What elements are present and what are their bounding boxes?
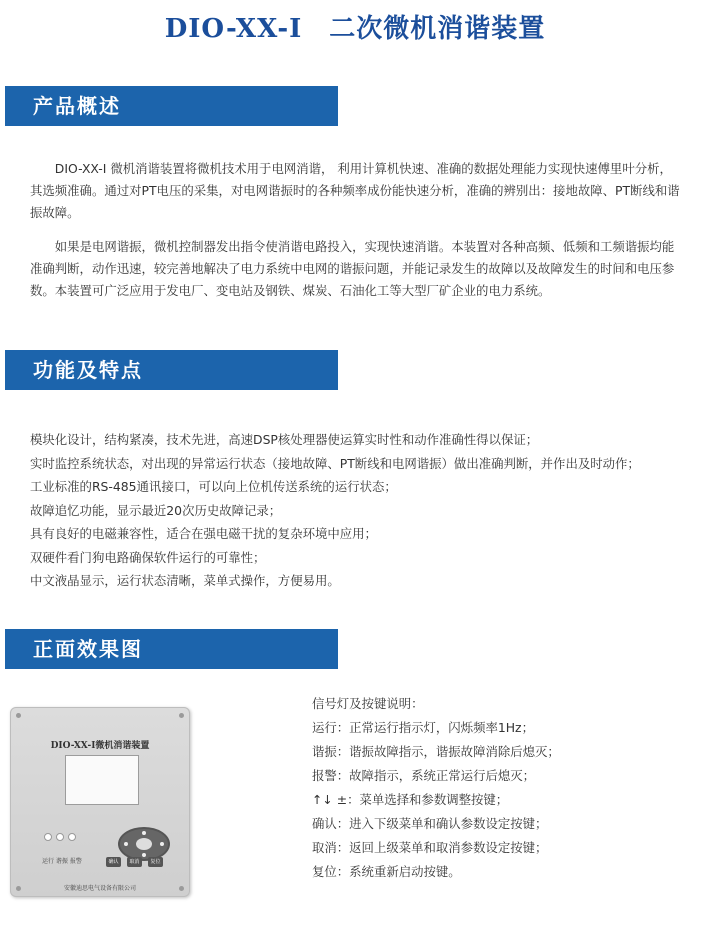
screw-icon xyxy=(16,713,21,718)
device-title: DIO-XX-I微机消谐装置 xyxy=(50,741,150,751)
legend-item: 谐振：谐振故障指示，谐振故障消除后熄灭； xyxy=(312,744,560,759)
page-title: DIO-XX-I 二次微机消谐装置 xyxy=(164,14,546,44)
overview-paragraph-2: 如果是电网谐振，微机控制器发出指令使消谐电路投入，实现快速消谐。本装置对各种高频、低频和工频谐振均能准确判断，动作迅速，较完善地解决了电力系统中电网的谐振问题，并能记录发生的故障以及故障发生的时间和电压参数。本装置可广泛应用于发电厂、变电站及钢铁、煤炭、石油化工等大型厂矿企业的电力系统。 xyxy=(30,239,675,298)
legend-item: 报警：故障指示，系统正常运行后熄灭； xyxy=(312,768,536,783)
right-key-icon xyxy=(160,842,164,846)
lcd-screen xyxy=(65,755,139,805)
device-front-panel-illustration xyxy=(10,707,190,897)
feature-item: 故障追忆功能，显示最近20次历史故障记录； xyxy=(30,502,282,518)
up-key-icon xyxy=(142,831,146,835)
alarm-led-icon xyxy=(68,833,76,841)
key-legend-list xyxy=(312,692,560,884)
legend-heading: 信号灯及按键说明： xyxy=(312,696,424,711)
feature-item: 实时监控系统状态，对出现的异常运行状态（接地故障、PT断线和电网谐振）做出准确判断，并作出及时动作； xyxy=(30,455,640,471)
device-key-reset: 复位 xyxy=(148,857,163,867)
legend-item: 取消：返回上级菜单和取消参数设定按键； xyxy=(312,840,548,855)
feature-item: 双硬件看门狗电路确保软件运行的可靠性； xyxy=(30,549,266,565)
screw-icon xyxy=(179,713,184,718)
keypad-center-icon xyxy=(136,838,152,850)
device-company-label: 安徽迪思电气设备有限公司 xyxy=(63,885,136,892)
legend-item: 复位：系统重新启动按键。 xyxy=(312,864,461,879)
navigation-keypad-icon xyxy=(118,827,170,861)
section-heading-front-view: 正面效果图 xyxy=(5,629,338,669)
section-heading-overview: 产品概述 xyxy=(5,86,338,126)
feature-item: 工业标准的RS-485通讯接口，可以向上位机传送系统的运行状态； xyxy=(30,479,397,494)
feature-item: 中文液晶显示，运行状态清晰，菜单式操作，方便易用。 xyxy=(30,573,340,588)
section-heading-features: 功能及特点 xyxy=(5,350,338,390)
features-list xyxy=(30,428,690,593)
legend-item: 运行：正常运行指示灯，闪烁频率1Hz； xyxy=(312,720,534,735)
legend-item: 确认：进入下级菜单和确认参数设定按键； xyxy=(312,816,548,831)
overview-paragraph-1: DIO-XX-I 微机消谐装置将微机技术用于电网消谐， 利用计算机快速、准确的数据处理能力实现快速傅里叶分析，其选频准确。通过对PT电压的采集，对电网谐振时的各种频率成份能快速分析，准确的辨别出：接地故障、PT断线和谐振故障。 xyxy=(30,161,680,220)
legend-item: ↑↓ ±：菜单选择和参数调整按键； xyxy=(312,792,509,807)
feature-item: 模块化设计，结构紧凑，技术先进，高速DSP核处理器使运算实时性和动作准确性得以保证； xyxy=(30,432,539,447)
left-key-icon xyxy=(124,842,128,846)
feature-item: 具有良好的电磁兼容性，适合在强电磁干扰的复杂环境中应用； xyxy=(30,526,377,541)
device-key-cancel: 取消 xyxy=(127,857,142,867)
down-key-icon xyxy=(142,853,146,857)
run-led-icon xyxy=(44,833,52,841)
resonance-led-icon xyxy=(56,833,64,841)
led-label: 运行 谐振 报警 xyxy=(42,858,82,865)
device-key-confirm: 确认 xyxy=(106,857,121,867)
